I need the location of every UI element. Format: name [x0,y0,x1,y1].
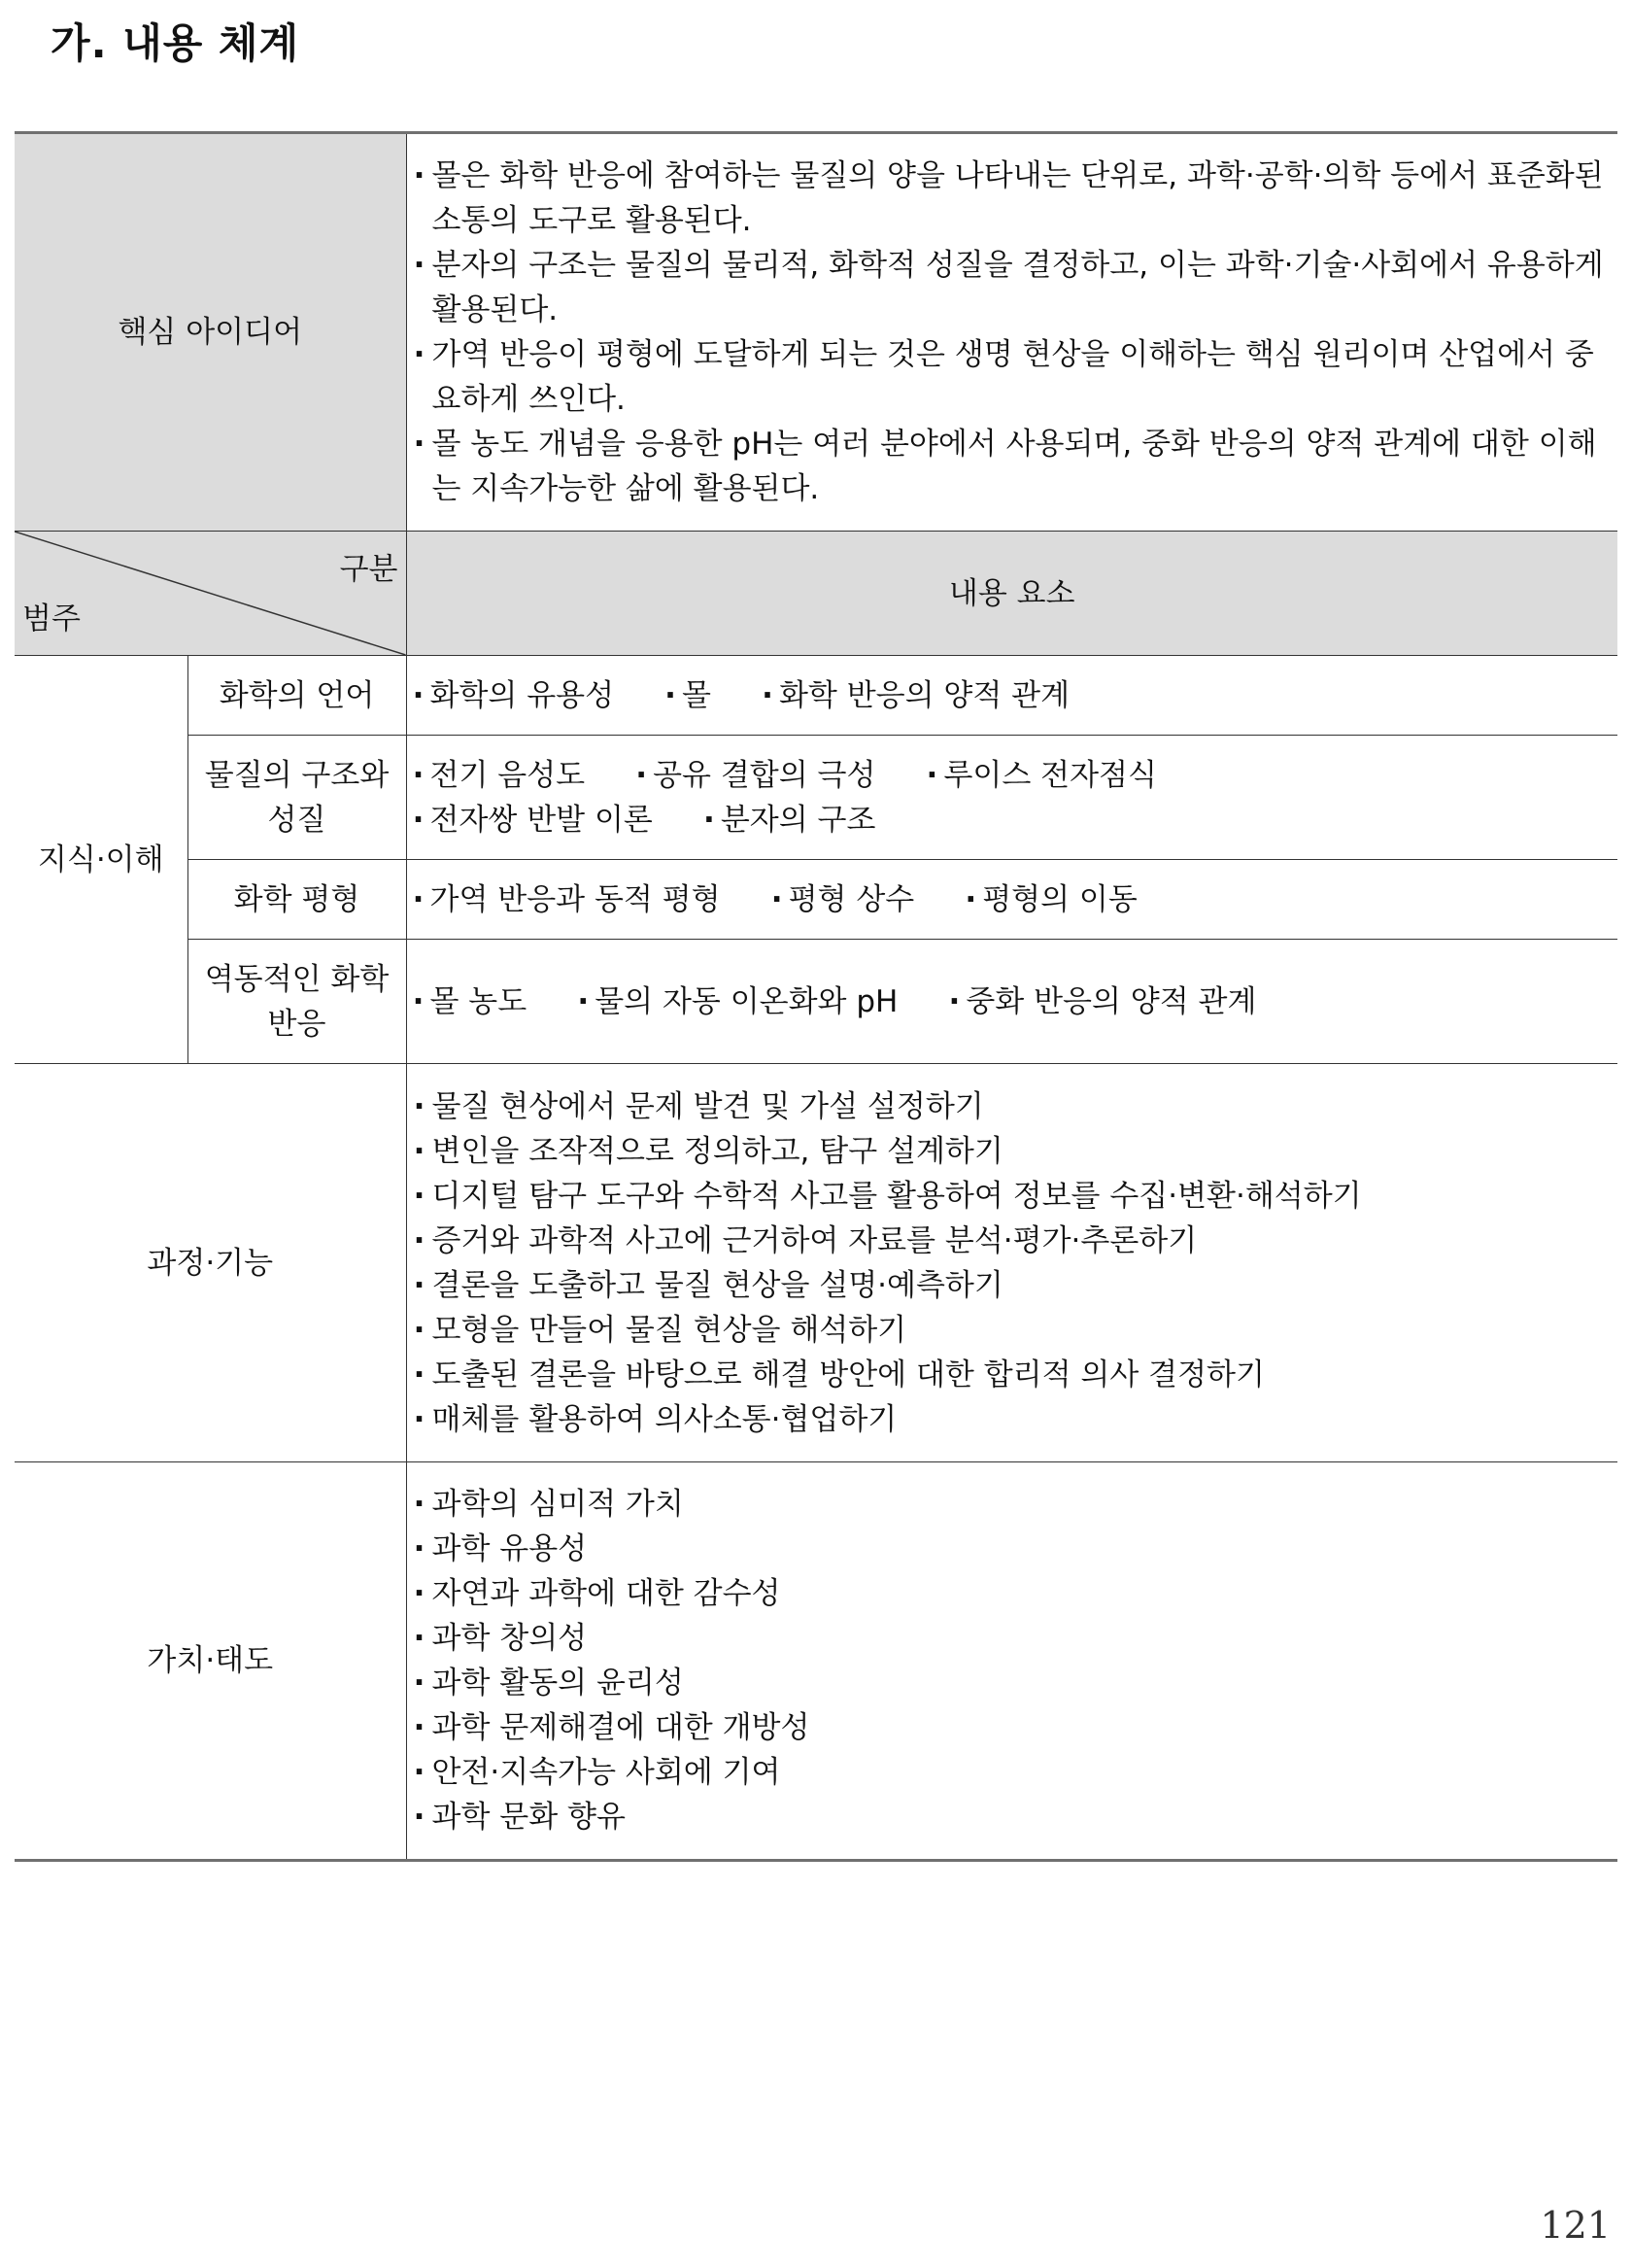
process-item: · 모형을 만들어 물질 현상을 해석하기 [407,1308,1618,1353]
topic-content [406,656,1617,736]
core-idea-item: · 몰은 화학 반응에 참여하는 물질의 양을 나타내는 단위로, 과학·공학·의학 등에서 표준화된 소통의 도구로 활용된다. [407,154,1618,243]
knowledge-label: 지식·이해 [15,656,187,1064]
element-item: · 평형의 이동 [959,882,1138,917]
values-cell [406,1462,1617,1861]
element-line [407,798,1618,842]
content-header: 내용 요소 [406,532,1617,656]
topic-label: 화학의 언어 [187,656,406,736]
element-item: · 몰 농도 [407,984,527,1019]
element-item: · 물의 자동 이온화와 pH [571,984,898,1019]
content-system-table [15,131,1617,1862]
header-row [15,532,1617,656]
element-line [407,979,1618,1024]
process-item: · 변인을 조작적으로 정의하고, 탐구 설계하기 [407,1129,1618,1174]
core-idea-cell [406,133,1617,532]
core-idea-item: · 분자의 구조는 물질의 물리적, 화학적 성질을 결정하고, 이는 과학·기술·사회에서 유용하게 활용된다. [407,243,1618,332]
values-item: · 과학의 심미적 가치 [407,1482,1618,1527]
knowledge-row [15,860,1617,940]
element-line [407,877,1618,922]
element-item: · 전자쌍 반발 이론 [407,803,653,838]
element-item: · 화학 반응의 양적 관계 [756,678,1070,713]
knowledge-row [15,656,1617,736]
process-label: 과정·기능 [15,1064,406,1462]
element-item: · 가역 반응과 동적 평형 [407,882,721,917]
element-line [407,753,1618,798]
diagonal-header-cell [15,532,406,656]
process-list [407,1084,1618,1442]
process-item: · 매체를 활용하여 의사소통·협업하기 [407,1397,1618,1442]
element-item: · 공유 결합의 극성 [629,758,875,793]
process-item: · 결론을 도출하고 물질 현상을 설명·예측하기 [407,1263,1618,1308]
element-item: · 분자의 구조 [697,803,876,838]
process-row [15,1064,1617,1462]
corner-label-top: 구분 [339,552,398,587]
values-row [15,1462,1617,1861]
section-title: 가. 내용 체계 [51,19,300,67]
values-list [407,1482,1618,1839]
topic-content [406,940,1617,1064]
values-label: 가치·태도 [15,1462,406,1861]
values-item: · 과학 창의성 [407,1616,1618,1661]
element-item: · 평형 상수 [765,882,915,917]
element-item: · 루이스 전자점식 [920,758,1156,793]
topic-content [406,736,1617,860]
element-line [407,673,1618,718]
process-item: · 증거와 과학적 사고에 근거하여 자료를 분석·평가·추론하기 [407,1219,1618,1263]
core-idea-label: 핵심 아이디어 [15,133,406,532]
values-item: · 과학 활동의 윤리성 [407,1661,1618,1705]
core-idea-item: · 몰 농도 개념을 응용한 pH는 여러 분야에서 사용되며, 중화 반응의 양적 관계에 대한 이해는 지속가능한 삶에 활용된다. [407,422,1618,511]
values-item: · 과학 문제해결에 대한 개방성 [407,1705,1618,1750]
values-item: · 자연과 과학에 대한 감수성 [407,1571,1618,1616]
process-cell [406,1064,1617,1462]
element-item: · 전기 음성도 [407,758,586,793]
values-item: · 과학 문화 향유 [407,1795,1618,1839]
core-idea-row [15,133,1617,532]
values-item: · 안전·지속가능 사회에 기여 [407,1750,1618,1795]
knowledge-row [15,736,1617,860]
element-item: · 화학의 유용성 [407,678,615,713]
process-item: · 물질 현상에서 문제 발견 및 가설 설정하기 [407,1084,1618,1129]
knowledge-row [15,940,1617,1064]
element-item: · 중화 반응의 양적 관계 [942,984,1256,1019]
topic-label: 화학 평형 [187,860,406,940]
page-number: 121 [1540,2204,1611,2247]
core-idea-list [407,154,1618,511]
topic-label: 물질의 구조와 성질 [187,736,406,860]
element-item: · 몰 [659,678,711,713]
core-idea-item: · 가역 반응이 평형에 도달하게 되는 것은 생명 현상을 이해하는 핵심 원리이며 산업에서 중요하게 쓰인다. [407,332,1618,422]
process-item: · 도출된 결론을 바탕으로 해결 방안에 대한 합리적 의사 결정하기 [407,1353,1618,1397]
process-item: · 디지털 탐구 도구와 수학적 사고를 활용하여 정보를 수집·변환·해석하기 [407,1174,1618,1219]
topic-content [406,860,1617,940]
values-item: · 과학 유용성 [407,1527,1618,1571]
corner-label-bottom: 범주 [22,601,81,636]
topic-label: 역동적인 화학 반응 [187,940,406,1064]
